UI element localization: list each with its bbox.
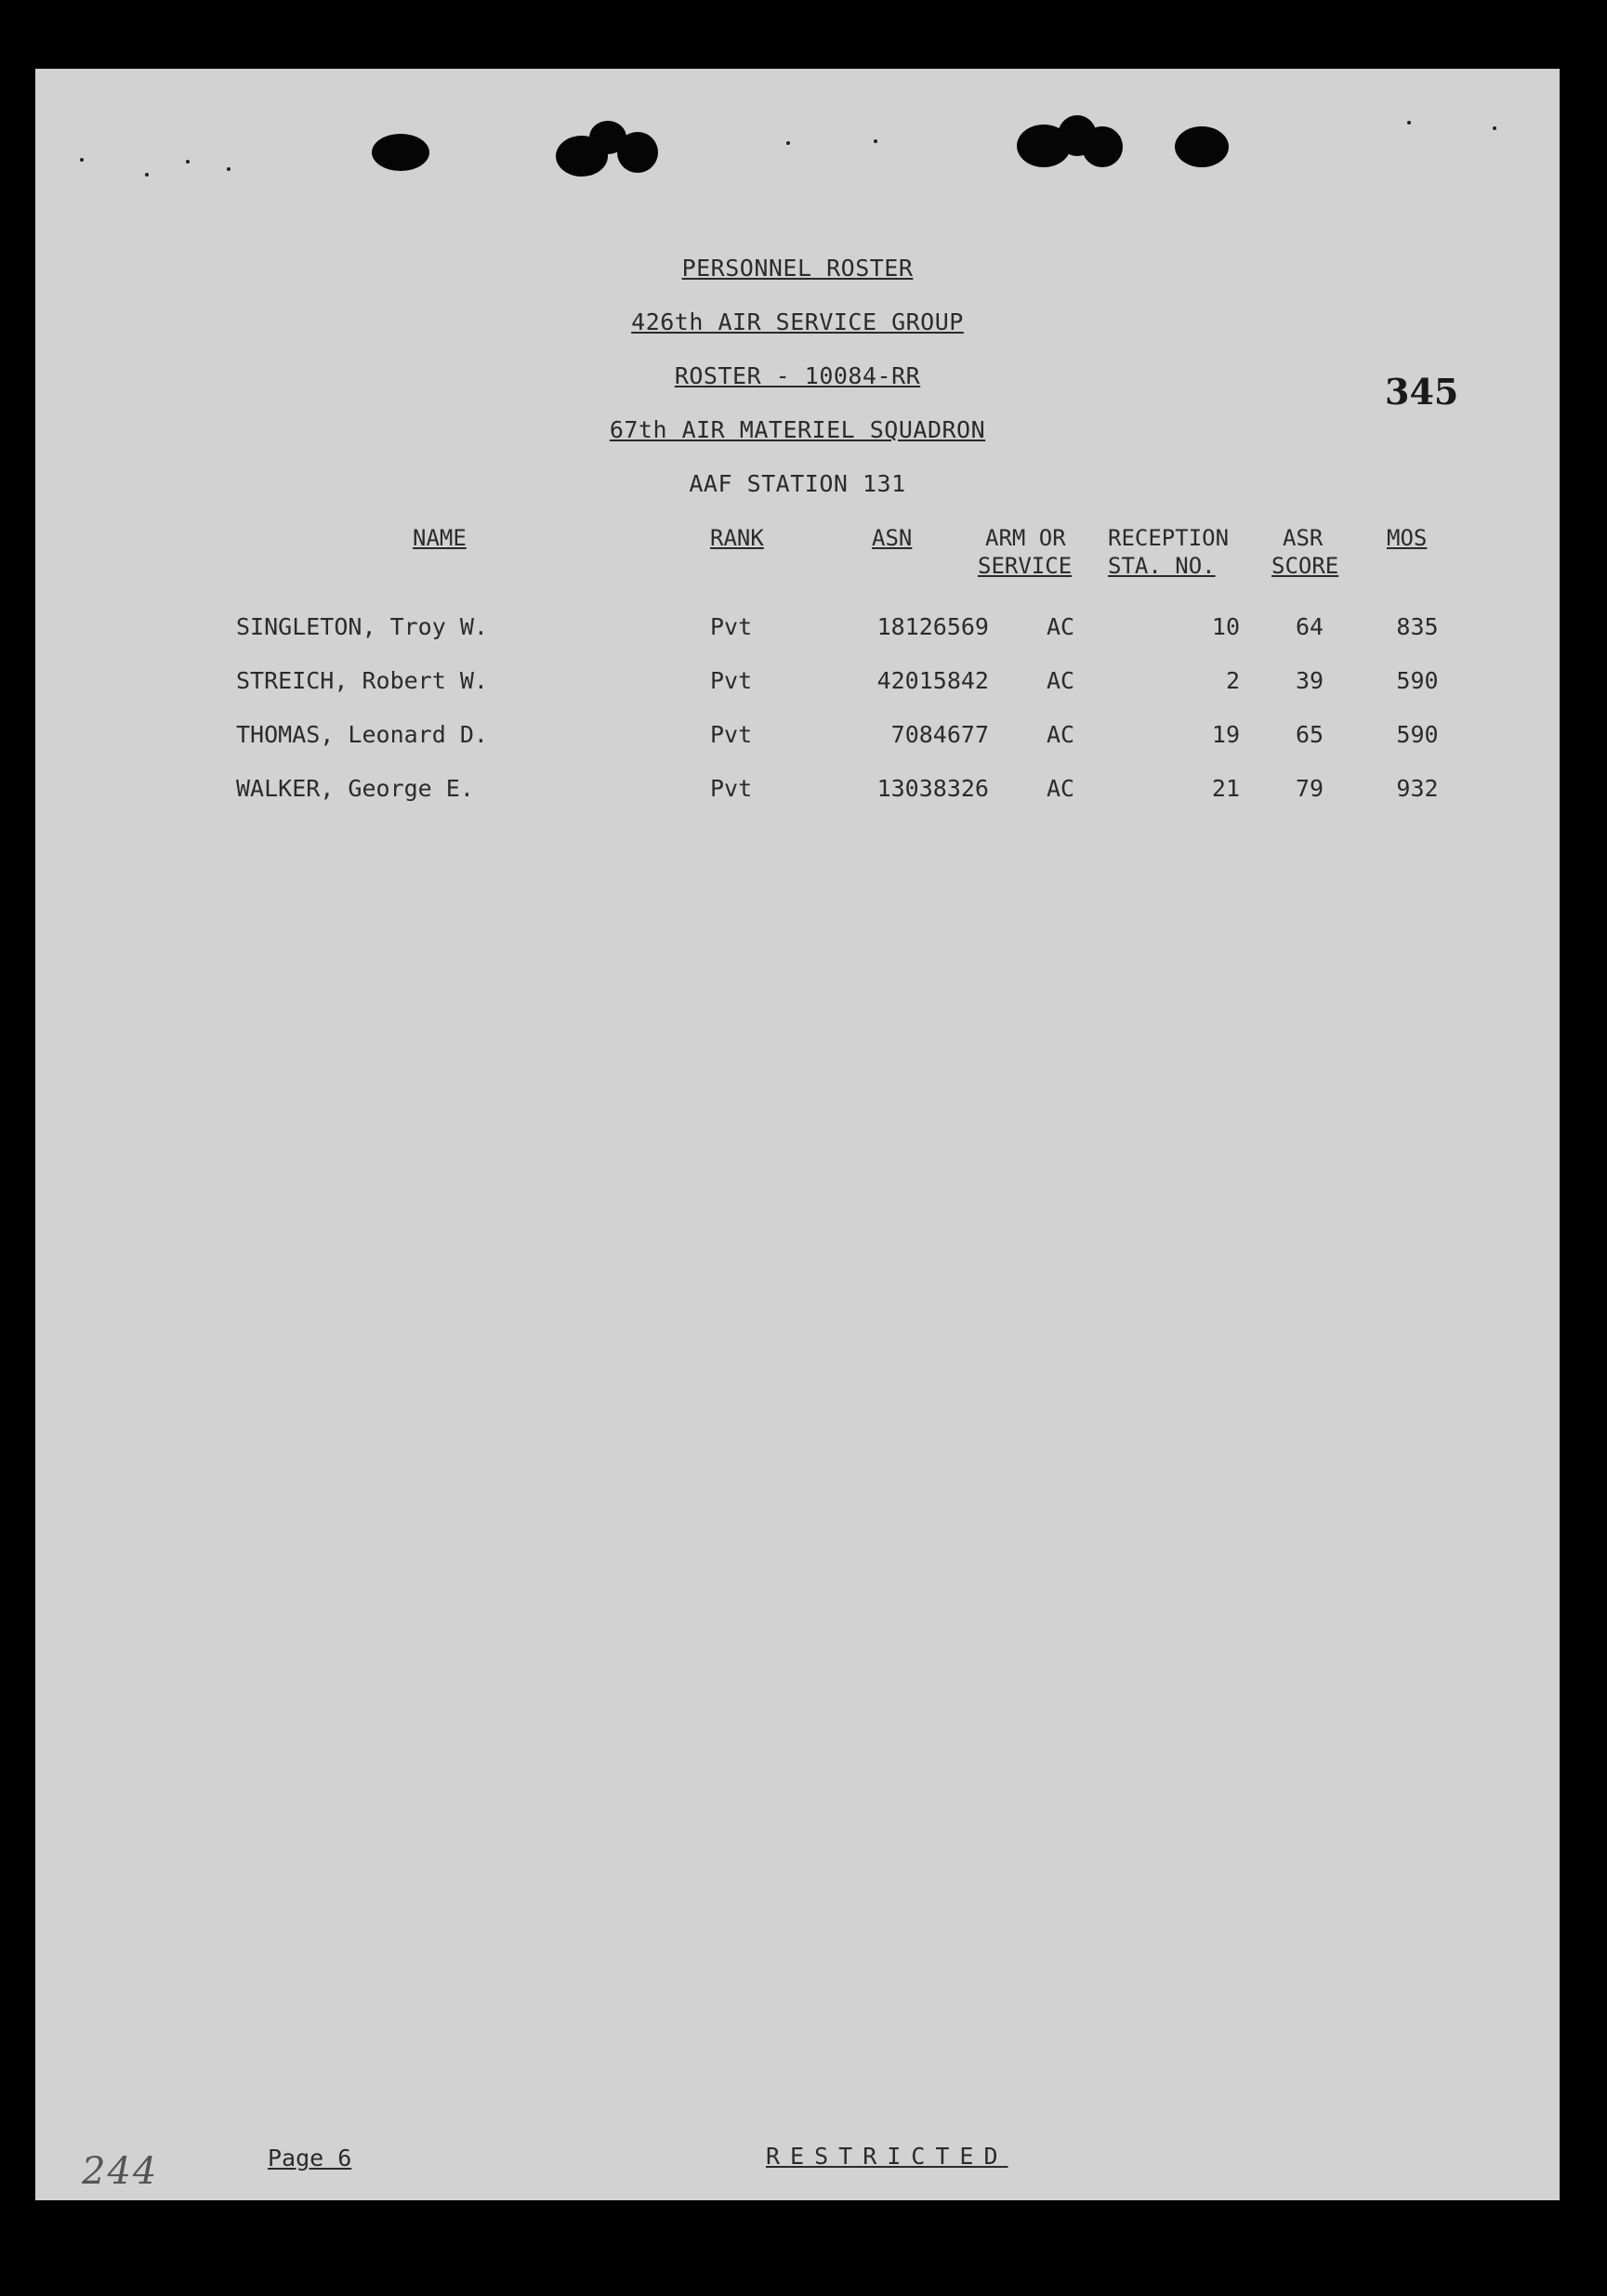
speck — [874, 139, 877, 143]
punch-hole — [617, 132, 658, 173]
roster-number: ROSTER - 10084-RR — [674, 362, 921, 389]
cell-mos: 835 — [1396, 613, 1439, 640]
cell-rank: Pvt — [710, 775, 753, 802]
cell-name: STREICH, Robert W. — [236, 667, 488, 694]
station-name: AAF STATION 131 — [689, 470, 906, 497]
cell-rank: Pvt — [710, 667, 753, 694]
reception-header-line2: STA. NO. — [1108, 553, 1216, 579]
column-header-arm-or-service — [978, 524, 1072, 580]
squadron-name: 67th AIR MATERIEL SQUADRON — [609, 416, 986, 443]
roster-title: PERSONNEL ROSTER — [681, 255, 914, 282]
table-row — [35, 667, 1560, 704]
cell-reception-sta: 2 — [1225, 667, 1240, 694]
cell-asn: 42015842 — [876, 667, 989, 694]
cell-mos: 590 — [1396, 721, 1439, 748]
speck — [145, 173, 149, 177]
column-header-rank: RANK — [710, 525, 764, 551]
cell-asr-score: 39 — [1295, 667, 1324, 694]
column-header-asn: ASN — [872, 525, 913, 551]
cell-name: WALKER, George E. — [236, 775, 474, 802]
footer-page-label: Page 6 — [268, 2145, 352, 2171]
document-page — [35, 69, 1560, 2200]
speck — [786, 141, 790, 145]
table-row — [35, 775, 1560, 812]
cell-asr-score: 64 — [1295, 613, 1324, 640]
classification-marking: RESTRICTED — [766, 2143, 1008, 2170]
cell-rank: Pvt — [710, 721, 753, 748]
cell-arm: AC — [1046, 775, 1075, 802]
cell-arm: AC — [1046, 721, 1075, 748]
table-row — [35, 613, 1560, 650]
speck — [1407, 121, 1411, 125]
score-header-line1: ASR — [1283, 525, 1324, 551]
cell-asn: 7084677 — [890, 721, 989, 748]
cell-asn: 13038326 — [876, 775, 989, 802]
reception-header-line1: RECEPTION — [1108, 525, 1230, 551]
speck — [227, 167, 231, 171]
arm-header-line2: SERVICE — [978, 553, 1073, 579]
table-row — [35, 721, 1560, 758]
speck — [80, 158, 84, 162]
handwritten-note: 244 — [82, 2150, 159, 2193]
cell-name: THOMAS, Leonard D. — [236, 721, 488, 748]
score-header-line2: SCORE — [1271, 553, 1339, 579]
column-header-reception — [1108, 524, 1229, 580]
column-header-asr-score — [1271, 524, 1338, 580]
speck — [1493, 126, 1496, 130]
cell-name: SINGLETON, Troy W. — [236, 613, 488, 640]
cell-arm: AC — [1046, 667, 1075, 694]
cell-asn: 18126569 — [876, 613, 989, 640]
stamped-page-number: 345 — [1385, 371, 1459, 413]
cell-arm: AC — [1046, 613, 1075, 640]
group-name: 426th AIR SERVICE GROUP — [631, 308, 964, 335]
arm-header-line1: ARM OR — [985, 525, 1066, 551]
column-header-mos: MOS — [1387, 525, 1428, 551]
cell-reception-sta: 21 — [1211, 775, 1240, 802]
speck — [186, 160, 190, 164]
cell-mos: 590 — [1396, 667, 1439, 694]
cell-rank: Pvt — [710, 613, 753, 640]
punch-hole — [1082, 126, 1123, 167]
cell-mos: 932 — [1396, 775, 1439, 802]
cell-reception-sta: 10 — [1211, 613, 1240, 640]
cell-asr-score: 79 — [1295, 775, 1324, 802]
punch-hole — [372, 134, 429, 171]
cell-asr-score: 65 — [1295, 721, 1324, 748]
punch-hole — [1175, 126, 1229, 167]
cell-reception-sta: 19 — [1211, 721, 1240, 748]
column-header-name: NAME — [413, 525, 467, 551]
